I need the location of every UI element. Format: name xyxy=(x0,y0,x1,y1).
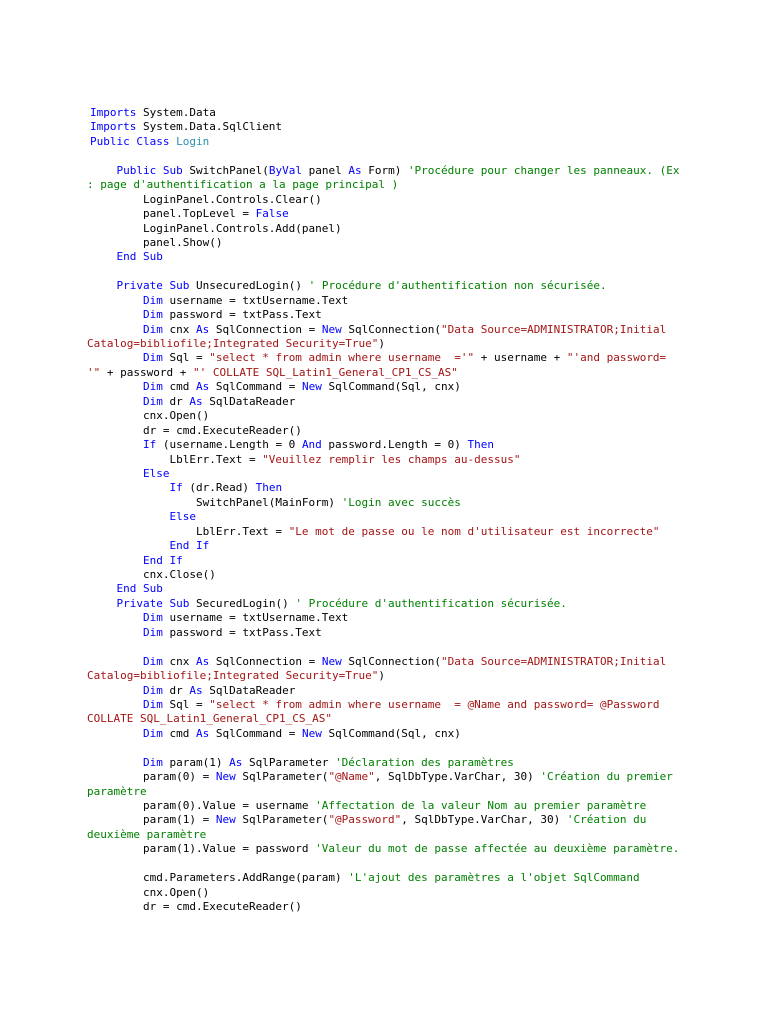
code-token: dr xyxy=(162,683,190,697)
code-line xyxy=(90,380,680,394)
code-token: Public xyxy=(90,134,130,148)
code-token: ' Procédure d'authentification sécurisée. xyxy=(295,596,567,610)
code-line xyxy=(90,554,680,568)
code-token: , SqlDbType.VarChar, 30) xyxy=(374,770,541,784)
code-token: New xyxy=(321,654,342,668)
code-token: cmd.Parameters.AddRange(param) xyxy=(90,871,349,885)
code-token xyxy=(90,510,169,523)
code-line xyxy=(90,467,680,481)
code-token xyxy=(90,582,117,595)
code-line xyxy=(90,799,680,813)
code-token: Private xyxy=(116,279,163,293)
code-token: And xyxy=(301,438,322,452)
code-token: password = txtPass.Text xyxy=(162,625,322,639)
code-token: As xyxy=(348,163,362,177)
code-line xyxy=(90,626,680,640)
code-token xyxy=(90,539,169,552)
code-token: cmd xyxy=(162,726,196,740)
code-token: ByVal xyxy=(268,163,302,177)
code-token: 'Déclaration des paramètres xyxy=(335,755,514,769)
code-line xyxy=(90,900,680,914)
code-line xyxy=(90,886,680,900)
code-token xyxy=(90,727,143,740)
code-token: param(0).Value = username xyxy=(90,799,316,812)
code-line xyxy=(90,698,680,712)
code-token: "Data Source=ADMINISTRATOR;Initial xyxy=(441,322,667,336)
code-token xyxy=(90,395,143,408)
code-line xyxy=(90,727,680,741)
code-token xyxy=(90,164,117,177)
code-token: Dim xyxy=(142,322,163,336)
code-token: End xyxy=(142,553,163,567)
code-token: If xyxy=(142,438,157,452)
code-token: "Veuillez remplir les champs au-dessus" xyxy=(262,452,521,466)
code-token: Dim xyxy=(142,293,163,307)
code-line xyxy=(90,539,680,553)
code-token: SwitchPanel(MainForm) xyxy=(90,495,342,509)
code-token: 'Création du xyxy=(566,813,647,827)
code-token: ' Procédure d'authentification non sécurisée. xyxy=(308,279,607,293)
code-line xyxy=(90,250,680,264)
code-token: SqlParameter xyxy=(242,755,336,769)
code-token: cnx xyxy=(162,322,196,336)
code-token: Dim xyxy=(142,380,163,394)
code-token xyxy=(156,164,163,177)
code-token: Login xyxy=(176,134,210,148)
code-token: Then xyxy=(467,438,495,452)
code-line xyxy=(90,813,680,827)
code-line xyxy=(90,149,680,163)
code-line xyxy=(90,525,680,539)
code-line xyxy=(90,655,680,669)
code-token: Dim xyxy=(142,755,163,769)
code-line xyxy=(90,438,680,452)
code-token: cnx xyxy=(162,654,196,668)
code-token xyxy=(90,481,169,494)
code-token: dr = cmd.ExecuteReader() xyxy=(90,423,302,437)
code-token: username = txtUsername.Text xyxy=(162,293,349,307)
code-line xyxy=(90,193,680,207)
code-token: Dim xyxy=(142,683,163,697)
code-token: Public xyxy=(116,163,157,177)
code-token: Sub xyxy=(169,279,190,293)
code-token: password.Length = 0) xyxy=(321,438,468,452)
code-token: Imports xyxy=(90,106,137,119)
code-line xyxy=(90,323,680,337)
code-token: Dim xyxy=(142,625,163,639)
code-line xyxy=(90,496,680,510)
code-token: Sub xyxy=(169,596,190,610)
code-token: 'Procédure pour changer les panneaux. (Ex xyxy=(407,163,680,177)
code-token: End xyxy=(116,250,137,264)
code-token: + password + xyxy=(100,365,193,379)
code-token: Catalog=bibliofile;Integrated Security=True" xyxy=(87,669,379,683)
code-token xyxy=(90,279,117,292)
code-line xyxy=(90,871,680,885)
code-token: As xyxy=(195,322,210,336)
code-token: : page d'authentification a la page principal ) xyxy=(87,178,399,192)
code-token: Dim xyxy=(142,726,163,740)
code-token: COLLATE SQL_Latin1_General_CP1_CS_AS" xyxy=(87,712,333,726)
code-token: + username + xyxy=(474,351,567,365)
code-token: Form) xyxy=(361,163,408,177)
code-token: If xyxy=(169,553,183,567)
code-token: Sql = xyxy=(162,351,210,365)
code-token: SqlDataReader xyxy=(202,394,296,408)
code-line xyxy=(90,857,680,871)
code-token: New xyxy=(215,770,236,784)
code-token xyxy=(90,323,143,336)
code-token xyxy=(90,308,143,321)
code-token xyxy=(90,698,143,711)
code-token: SqlParameter( xyxy=(235,813,329,827)
code-token: username = txtUsername.Text xyxy=(162,611,349,625)
code-token: Else xyxy=(142,466,170,480)
code-token: System.Data.SqlClient xyxy=(136,120,283,134)
code-token xyxy=(136,582,143,595)
code-line xyxy=(90,453,680,467)
code-line xyxy=(90,135,680,149)
code-token: Sql = xyxy=(162,697,210,711)
code-token: As xyxy=(195,726,210,740)
code-line xyxy=(90,395,680,409)
code-line xyxy=(90,351,680,365)
code-token: , SqlDbType.VarChar, 30) xyxy=(401,813,567,827)
code-token: deuxième paramètre xyxy=(87,827,207,841)
code-token: dr = cmd.ExecuteReader() xyxy=(90,900,302,914)
code-token: Private xyxy=(116,596,163,610)
code-token xyxy=(90,597,117,610)
code-token xyxy=(90,554,143,567)
code-line xyxy=(90,294,680,308)
code-token: Then xyxy=(255,481,283,495)
code-token xyxy=(90,467,143,480)
code-line xyxy=(90,842,680,856)
code-token: 'Affectation de la valeur Nom au premier paramètre xyxy=(315,799,647,812)
code-token: panel.TopLevel = xyxy=(90,207,256,221)
code-token: 'Login avec succès xyxy=(341,495,461,509)
code-token: Dim xyxy=(142,654,163,668)
code-token xyxy=(90,351,143,364)
code-line xyxy=(90,770,680,784)
code-token: panel xyxy=(301,163,349,177)
code-token: As xyxy=(189,683,203,697)
code-token: System.Data xyxy=(136,106,216,119)
code-token: "@Password" xyxy=(328,813,402,827)
code-token: "select * from admin where username ='" xyxy=(209,351,475,365)
code-token: New xyxy=(215,813,236,827)
code-token xyxy=(90,380,143,393)
code-token: Dim xyxy=(142,394,163,408)
code-token xyxy=(90,655,143,668)
code-token: SqlCommand = xyxy=(209,726,302,740)
code-token: SqlConnection = xyxy=(209,654,322,668)
code-token: SqlConnection( xyxy=(341,654,442,668)
code-token: As xyxy=(195,654,210,668)
code-line xyxy=(90,481,680,495)
code-token: (username.Length = 0 xyxy=(156,438,302,452)
code-token: SecuredLogin() xyxy=(189,596,296,610)
code-token: '" xyxy=(87,365,101,379)
code-token: SqlConnection = xyxy=(209,322,322,336)
code-token xyxy=(189,539,196,552)
code-token: param(1) = xyxy=(90,813,216,827)
code-token: Dim xyxy=(142,308,163,322)
code-line xyxy=(90,409,680,423)
code-line xyxy=(90,106,680,120)
code-token: ) xyxy=(378,337,386,350)
code-token xyxy=(90,756,143,769)
code-token xyxy=(90,626,143,639)
code-token: SqlDataReader xyxy=(202,683,296,697)
code-token: End xyxy=(116,582,137,596)
code-token: SqlParameter( xyxy=(235,770,329,784)
code-token: dr xyxy=(162,394,190,408)
code-token: New xyxy=(301,380,322,394)
code-token: param(0) = xyxy=(90,770,216,784)
code-line xyxy=(90,236,680,250)
code-token: LoginPanel.Controls.Add(panel) xyxy=(90,221,342,235)
code-line xyxy=(90,640,680,654)
code-token: cnx.Open() xyxy=(90,885,210,899)
code-token: cnx.Close() xyxy=(90,568,216,581)
code-line xyxy=(90,597,680,611)
code-line xyxy=(90,120,680,134)
code-token: 'Valeur du mot de passe affectée au deuxième paramètre. xyxy=(315,842,680,856)
code-line xyxy=(90,279,680,293)
code-token: 'L'ajout des paramètres a l'objet SqlCommand xyxy=(348,871,640,885)
code-token xyxy=(136,250,143,263)
code-line xyxy=(90,222,680,236)
code-line xyxy=(90,265,680,279)
code-token: As xyxy=(229,755,243,769)
code-token: "@Name" xyxy=(328,770,375,784)
code-token: password = txtPass.Text xyxy=(162,308,322,322)
code-token: Imports xyxy=(90,120,137,134)
code-token: (dr.Read) xyxy=(182,481,256,495)
code-line xyxy=(90,308,680,322)
code-token: Catalog=bibliofile;Integrated Security=True" xyxy=(87,337,379,350)
code-token: panel.Show() xyxy=(90,235,223,249)
code-token: Else xyxy=(169,510,196,524)
code-line xyxy=(87,337,677,351)
code-line xyxy=(90,582,680,596)
code-line xyxy=(90,207,680,221)
code-line xyxy=(90,424,680,438)
code-line xyxy=(87,828,677,842)
code-token: SqlCommand(Sql, cnx) xyxy=(321,726,461,740)
code-line xyxy=(87,712,677,726)
code-token: cnx.Open() xyxy=(90,409,210,423)
code-token: Class xyxy=(136,134,170,148)
code-token: If xyxy=(195,539,210,553)
code-token: SwitchPanel( xyxy=(182,163,269,177)
code-token: New xyxy=(321,322,342,336)
code-token: Dim xyxy=(142,697,163,711)
code-token: Sub xyxy=(162,163,183,177)
code-token: "select * from admin where username = @Name and password= @Password xyxy=(209,697,660,711)
code-token: Dim xyxy=(142,351,163,365)
code-token xyxy=(90,294,143,307)
code-token: LblErr.Text = xyxy=(90,524,289,538)
code-token: param(1).Value = password xyxy=(90,842,316,856)
code-line xyxy=(90,611,680,625)
code-token: False xyxy=(255,207,289,221)
code-line xyxy=(90,756,680,770)
code-token: LoginPanel.Controls.Clear() xyxy=(90,192,322,206)
code-line xyxy=(87,178,677,192)
code-token: "Le mot de passe ou le nom d'utilisateur est incorrecte" xyxy=(288,524,660,538)
code-token: End xyxy=(169,539,190,553)
code-line xyxy=(90,510,680,524)
code-token: LblErr.Text = xyxy=(90,452,263,466)
code-token: param(1) xyxy=(162,755,230,769)
code-token: Dim xyxy=(142,611,163,625)
code-line xyxy=(90,568,680,582)
code-token xyxy=(90,250,117,263)
code-line xyxy=(87,785,677,799)
code-line xyxy=(90,164,680,178)
code-token: If xyxy=(169,481,183,495)
code-line xyxy=(90,741,680,755)
code-token: "' COLLATE SQL_Latin1_General_CP1_CS_AS" xyxy=(192,365,458,379)
code-token: As xyxy=(189,394,203,408)
code-token: cmd xyxy=(162,380,196,394)
code-token: ) xyxy=(378,669,386,683)
code-token xyxy=(90,438,143,451)
code-token: Sub xyxy=(143,582,163,596)
code-token: SqlCommand = xyxy=(209,380,302,394)
code-token: SqlCommand(Sql, cnx) xyxy=(321,380,461,394)
code-token: UnsecuredLogin() xyxy=(189,279,309,293)
code-listing xyxy=(87,106,680,915)
code-line xyxy=(87,669,677,683)
code-line xyxy=(87,366,677,380)
code-token: Sub xyxy=(143,250,163,264)
code-line xyxy=(90,684,680,698)
code-token: As xyxy=(195,380,210,394)
code-token: 'Création du premier xyxy=(540,770,673,784)
code-token xyxy=(90,611,143,624)
code-token: paramètre xyxy=(87,784,147,798)
code-token xyxy=(90,684,143,697)
code-token: SqlConnection( xyxy=(341,322,442,336)
code-token: "Data Source=ADMINISTRATOR;Initial xyxy=(441,654,667,668)
code-token: "'and password= xyxy=(566,351,667,365)
code-token: New xyxy=(301,726,322,740)
